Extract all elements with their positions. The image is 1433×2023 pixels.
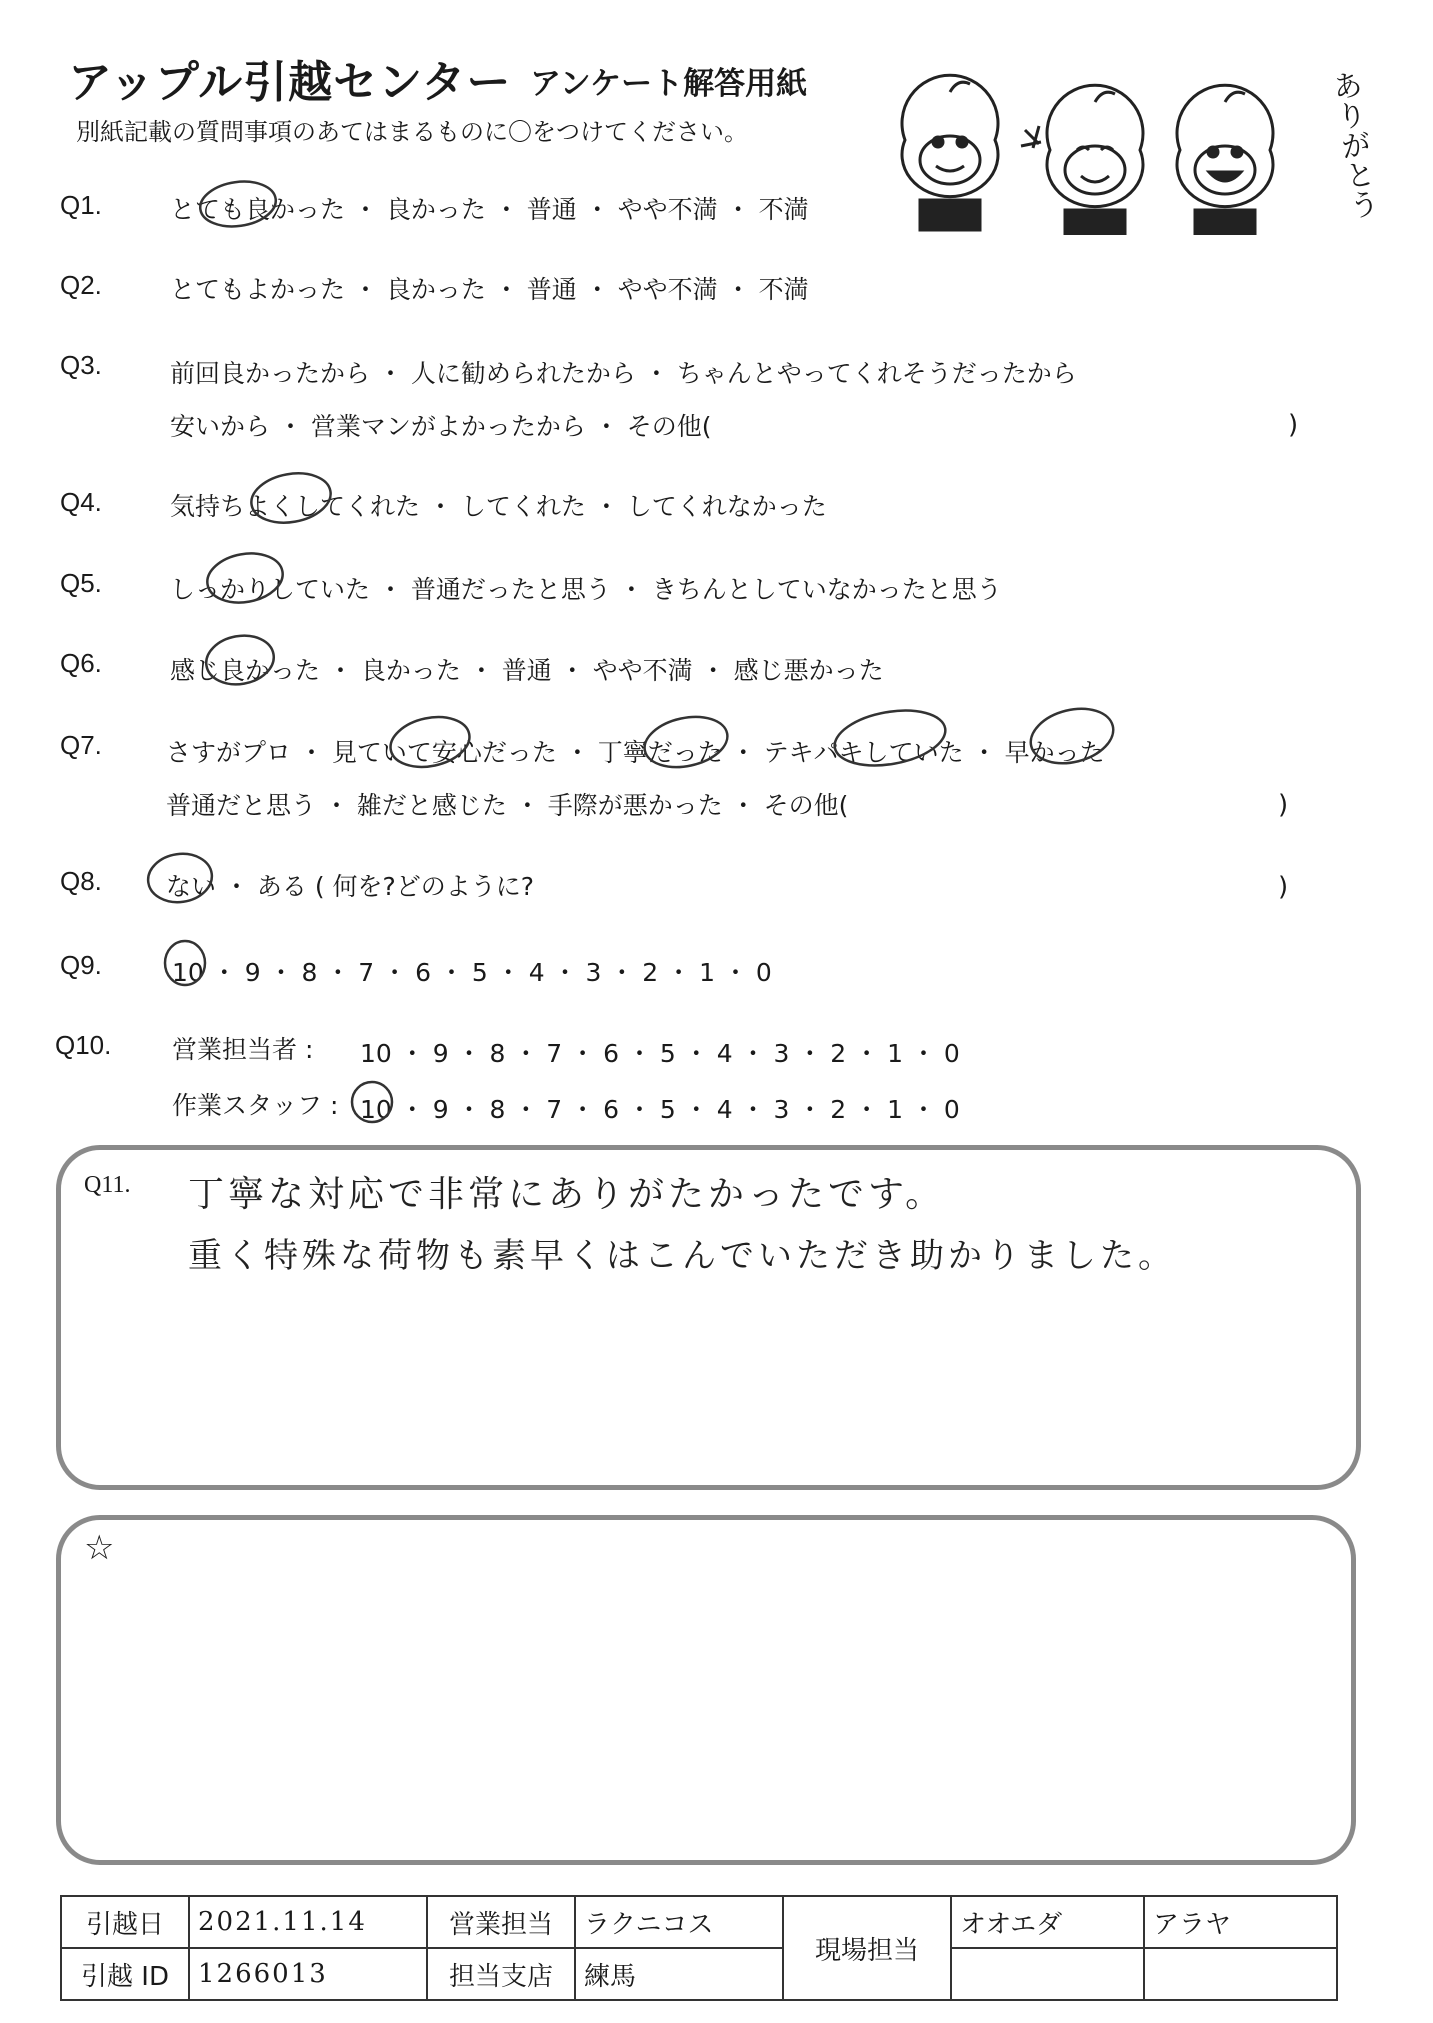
- q3-options-line2: 安いから ・ 営業マンがよかったから ・ その他(: [170, 412, 712, 441]
- star-comment-box: [56, 1515, 1356, 1865]
- move-date-label: 引越日: [61, 1896, 189, 1948]
- q5-label: Q5.: [60, 568, 102, 598]
- instructions: 別紙記載の質問事項のあてはまるものに〇をつけてください。: [76, 118, 748, 146]
- q3-close-paren: ): [1288, 410, 1299, 440]
- q7-label: Q7.: [60, 730, 102, 760]
- q10-label: Q10.: [55, 1030, 112, 1060]
- mascot-illustration: [880, 55, 1350, 235]
- q4-label: Q4.: [60, 487, 102, 517]
- star-symbol: ☆: [84, 1528, 115, 1568]
- sales-rep-label: 営業担当: [427, 1896, 575, 1948]
- q3-label: Q3.: [60, 350, 102, 380]
- site-staff-value-2: アラヤ: [1144, 1896, 1337, 1948]
- q8-label: Q8.: [60, 866, 102, 896]
- move-id-label: 引越 ID: [61, 1948, 189, 2000]
- q11-label: Q11.: [84, 1172, 131, 1198]
- q6-label: Q6.: [60, 648, 102, 678]
- branch-label: 担当支店: [427, 1948, 575, 2000]
- q11-answer-line2: 重く特殊な荷物も素早くはこんでいただき助かりました。: [188, 1236, 1176, 1276]
- q8-close-paren: ): [1278, 872, 1289, 902]
- q10-sales-label: 営業担当者 :: [172, 1035, 314, 1064]
- footer-info-table: [60, 1895, 1338, 2001]
- company-title: アップル引越センター: [68, 57, 512, 108]
- form-title: アンケート解答用紙: [530, 66, 808, 102]
- q7-options-line2: 普通だと思う ・ 雑だと感じた ・ 手際が悪かった ・ その他(: [166, 791, 849, 820]
- mascot-text: ありがとう: [1324, 68, 1381, 222]
- q9-scale: 10 ・ 9 ・ 8 ・ 7 ・ 6 ・ 5 ・ 4 ・ 3 ・ 2 ・ 1 ・ 0: [172, 958, 772, 987]
- q7-close-paren: ): [1278, 790, 1289, 820]
- q4-options: 気持ちよくしてくれた ・ してくれた ・ してくれなかった: [170, 492, 827, 521]
- site-staff-empty-2: [1144, 1948, 1337, 2000]
- site-staff-value-1: オオエダ: [951, 1896, 1144, 1948]
- q10-sales-scale: 10 ・ 9 ・ 8 ・ 7 ・ 6 ・ 5 ・ 4 ・ 3 ・ 2 ・ 1 ・ 0: [360, 1039, 960, 1068]
- q1-label: Q1.: [60, 190, 102, 220]
- q10-staff-scale: 10 ・ 9 ・ 8 ・ 7 ・ 6 ・ 5 ・ 4 ・ 3 ・ 2 ・ 1 ・ 0: [360, 1095, 960, 1124]
- q9-label: Q9.: [60, 950, 102, 980]
- site-staff-label: 現場担当: [783, 1896, 951, 2000]
- branch-value: 練馬: [575, 1948, 783, 2000]
- q5-options: しっかりしていた ・ 普通だったと思う ・ きちんとしていなかったと思う: [170, 575, 1002, 604]
- q8-options: ない ・ ある ( 何を?どのように?: [166, 872, 535, 901]
- q11-answer-line1: 丁寧な対応で非常にありがたかったです。: [188, 1174, 946, 1215]
- q2-options: とてもよかった ・ 良かった ・ 普通 ・ やや不満 ・ 不満: [170, 275, 809, 304]
- q2-label: Q2.: [60, 270, 102, 300]
- q7-options-line1: さすがプロ ・ 見ていて安心だった ・ 丁寧だった ・ テキパキしていた ・ 早かった: [166, 738, 1105, 767]
- q3-options-line1: 前回良かったから ・ 人に勧められたから ・ ちゃんとやってくれそうだったから: [170, 359, 1077, 388]
- site-staff-empty-1: [951, 1948, 1144, 2000]
- move-id-value: 1266013: [189, 1948, 427, 2000]
- q1-options: とても良かった ・ 良かった ・ 普通 ・ やや不満 ・ 不満: [170, 195, 809, 224]
- q10-staff-label: 作業スタッフ :: [172, 1091, 339, 1120]
- q6-options: 感じ良かった ・ 良かった ・ 普通 ・ やや不満 ・ 感じ悪かった: [170, 656, 884, 685]
- move-date-value: 2021.11.14: [189, 1896, 427, 1948]
- sales-rep-value: ラクニコス: [575, 1896, 783, 1948]
